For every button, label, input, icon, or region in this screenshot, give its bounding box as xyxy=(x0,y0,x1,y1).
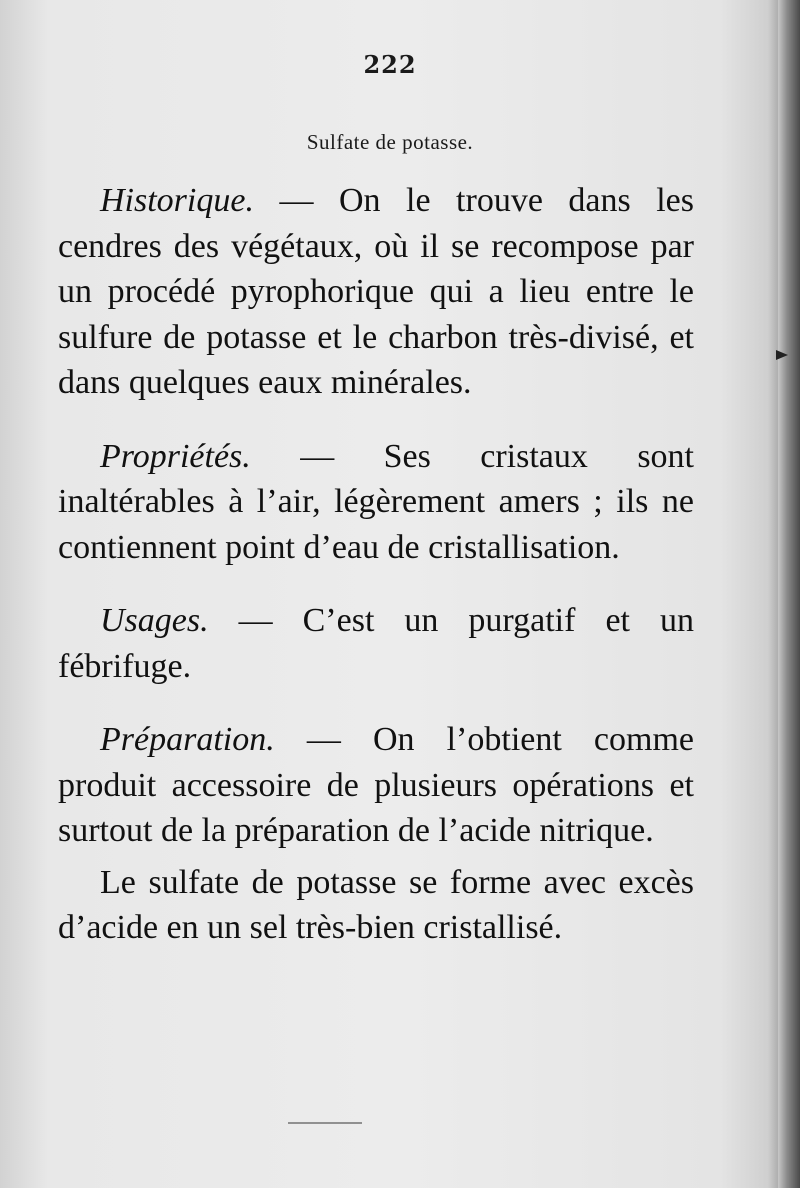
paragraph-proprietes xyxy=(58,434,694,571)
page-edge-mark xyxy=(776,350,788,360)
section-title: Sulfate de potasse. xyxy=(306,130,474,154)
paragraph-text: — On le trouve dans les cendres des végétaux, où il se recompose par un procédé pyrophorique qui a lieu entre le sulfure de potasse et le charbon très-divisé, et dans quelques eaux minérales. xyxy=(58,182,694,401)
paragraph-historique xyxy=(58,178,694,406)
paragraph-text: — On l’obtient comme produit accessoire de plusieurs opérations et surtout de la préparation de l’acide nitrique. xyxy=(58,721,694,849)
paragraph-heading: Préparation. xyxy=(100,721,275,758)
paragraph-heading: Propriétés. xyxy=(100,437,251,475)
paragraph-text: Le sulfate de potasse se forme avec excès d’acide en un sel très-bien cristallisé. xyxy=(58,863,694,946)
paragraph-usages xyxy=(58,598,694,689)
page-number: 222 xyxy=(363,50,417,79)
paragraph-heading: Historique. xyxy=(100,182,254,219)
footer-smudge xyxy=(288,1122,362,1124)
paragraph-sulfate-note xyxy=(58,860,694,951)
body-text xyxy=(58,178,694,951)
book-spine-shadow xyxy=(778,0,800,1188)
paragraph-heading: Usages. xyxy=(100,602,209,639)
paragraph-text: — Ses cristaux sont inaltérables à l’air, légèrement amers ; ils ne contiennent point d’eau de cristallisation. xyxy=(58,437,694,566)
paragraph-text: — C’est un purgatif et un fébrifuge. xyxy=(58,602,694,685)
paragraph-preparation xyxy=(58,717,694,854)
